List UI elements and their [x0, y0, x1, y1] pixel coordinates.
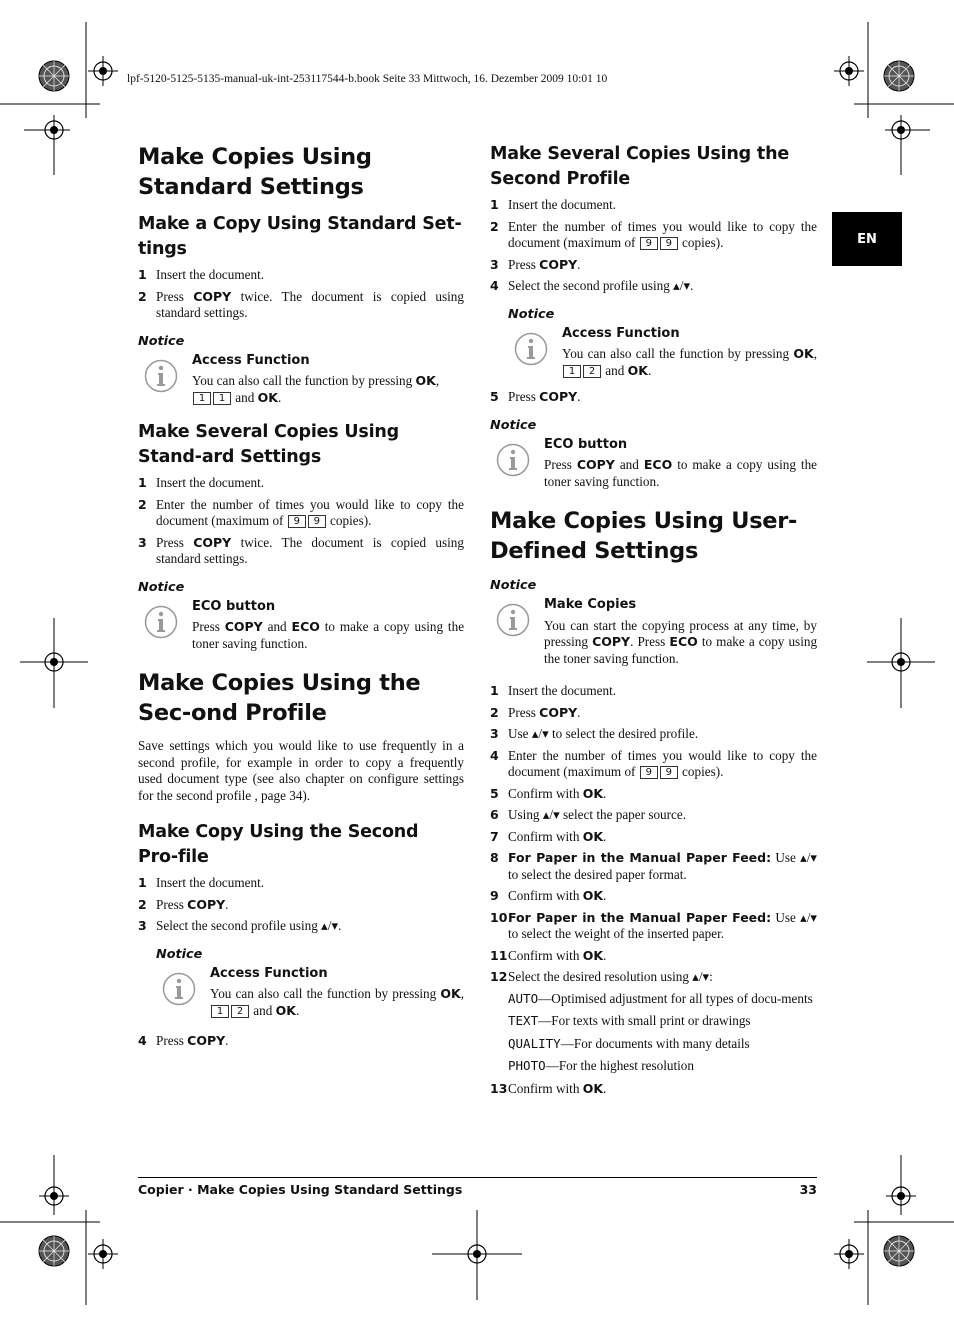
list-item: 12 Select the desired resolution using ▴/▾: — [490, 969, 713, 984]
list-item: 1 Insert the document. — [490, 197, 617, 212]
list-item: 2 Press COPY twice. The document is copied using standard settings. — [138, 288, 464, 320]
list-item: 7 Confirm with OK. — [490, 828, 607, 844]
notice-title: ECO button — [192, 598, 276, 614]
list-item: 2 Enter the number of times you would like to copy the document (maximum of 9 9 copies). — [490, 218, 817, 250]
list-item: 9 Confirm with OK. — [490, 888, 607, 903]
notice-title: ECO button — [544, 436, 628, 452]
heading-several-standard: Make Several Copies Using Stand-ard Settings — [138, 422, 400, 467]
arrow-keys-icon: ▴/▾ — [800, 909, 818, 925]
footer-title: Copier · Make Copies Using Standard Settings — [138, 1182, 463, 1197]
list-item: 1 Insert the document. — [138, 875, 265, 890]
list-item: 10 For Paper in the Manual Paper Feed: Use ▴/▾ to select the weight of the inserted paper. — [490, 909, 818, 941]
language-tab: EN — [832, 212, 902, 266]
arrow-keys-icon: ▴/▾ — [800, 850, 818, 865]
list-item: 2 Enter the number of times you would like to copy the document (maximum of 9 9 copies). — [138, 496, 464, 528]
notice-label: Notice — [138, 579, 185, 595]
list-item: 6 Using ▴/▾ select the paper source. — [490, 807, 687, 822]
list-item: 2 Press COPY. — [490, 704, 581, 720]
arrow-keys-icon: ▴/▾ — [542, 807, 560, 822]
list-item: 3 Press COPY twice. The document is copied using standard settings. — [138, 534, 464, 566]
notice-box: Access Function You can also call the function by pressing OK, 1 2 and OK. — [156, 966, 464, 1020]
resolution-option: AUTO—Optimised adjustment for all types of docu-ments — [508, 990, 813, 1006]
right-column — [490, 142, 817, 1102]
resolution-option: QUALITY—For documents with many details — [508, 1035, 750, 1051]
notice-label: Notice — [490, 578, 537, 593]
list-item: 5 Press COPY. — [490, 389, 581, 404]
list-item: 3 Press COPY. — [490, 256, 581, 272]
list-item: 5 Confirm with OK. — [490, 785, 607, 801]
notice-label: Notice — [490, 417, 537, 433]
section-title-user-defined: Make Copies Using User-Defined Settings — [490, 508, 798, 564]
info-icon — [496, 603, 530, 637]
resolution-option: PHOTO—For the highest resolution — [508, 1058, 694, 1073]
info-icon — [144, 605, 178, 639]
list-item: 13 Confirm with OK. — [490, 1080, 607, 1096]
list-item: 3 Use ▴/▾ to select the desired profile. — [490, 726, 699, 741]
info-icon — [144, 359, 178, 393]
list-item: 2 Press COPY. — [138, 896, 229, 912]
arrow-keys-icon: ▴/▾ — [692, 969, 710, 984]
list-item: 4 Press COPY. — [138, 1033, 229, 1048]
list-item: 4 Enter the number of times you would like to copy the document (maximum of 9 9 copies). — [490, 747, 817, 779]
section-title-standard: Make Copies Using Standard Settings — [138, 144, 372, 200]
resolution-option: TEXT—For texts with small print or drawings — [508, 1013, 751, 1028]
list-item: 11 Confirm with OK. — [490, 947, 607, 963]
arrow-keys-icon: ▴/▾ — [531, 726, 549, 741]
notice-box: ECO button Press COPY and ECO to make a copy using the toner saving function. — [490, 437, 817, 491]
arrow-keys-icon: ▴/▾ — [673, 278, 691, 293]
notice-title: Access Function — [192, 352, 310, 368]
notice-label: Notice — [138, 333, 185, 349]
info-icon — [496, 443, 530, 477]
list-item: 8 For Paper in the Manual Paper Feed: Use ▴/▾ to select the desired paper format. — [490, 850, 818, 882]
notice-title: Access Function — [562, 325, 680, 341]
section-title-second-profile: Make Copies Using the Sec-ond Profile — [138, 670, 421, 726]
left-column — [138, 142, 464, 1055]
footer-rule — [138, 1177, 817, 1178]
notice-box: Access Function You can also call the function by pressing OK, 1 1 and OK. — [138, 353, 464, 407]
list-item: 1 Insert the document. — [138, 475, 265, 490]
info-icon — [514, 332, 548, 366]
intro-paragraph: Save settings which you would like to use frequently in a second profile, for example in order to copy a frequently used document type (see also chapter on configure settings for the second profile , page 34). — [138, 738, 464, 803]
notice-label: Notice — [508, 306, 555, 322]
notice-box: ECO button Press COPY and ECO to make a copy using the toner saving function. — [138, 599, 464, 653]
info-icon — [162, 972, 196, 1006]
heading-copy-standard: Make a Copy Using Standard Set-tings — [138, 214, 462, 259]
list-item: 4 Select the second profile using ▴/▾. — [490, 278, 694, 293]
page-number: 33 — [799, 1182, 817, 1197]
notice-title: Access Function — [210, 965, 328, 981]
list-item: 1 Insert the document. — [138, 267, 265, 282]
print-header: lpf-5120-5125-5135-manual-uk-int-253117544-b.book Seite 33 Mittwoch, 16. Dezember 2009 10:01 10 — [127, 73, 608, 85]
notice-label: Notice — [156, 946, 203, 962]
heading-copy-second: Make Copy Using the Second Pro-file — [138, 822, 419, 867]
notice-title: Make Copies — [544, 597, 637, 612]
arrow-keys-icon: ▴/▾ — [321, 918, 339, 933]
notice-box: Access Function You can also call the function by pressing OK, 1 2 and OK. — [508, 326, 817, 380]
heading-several-second: Make Several Copies Using the Second Profile — [490, 144, 789, 189]
notice-box: Make Copies You can start the copying process at any time, by pressing COPY. Press ECO to make a copy using the toner saving function. — [490, 597, 817, 667]
list-item: 3 Select the second profile using ▴/▾. — [138, 918, 342, 933]
list-item: 1 Insert the document. — [490, 683, 617, 698]
